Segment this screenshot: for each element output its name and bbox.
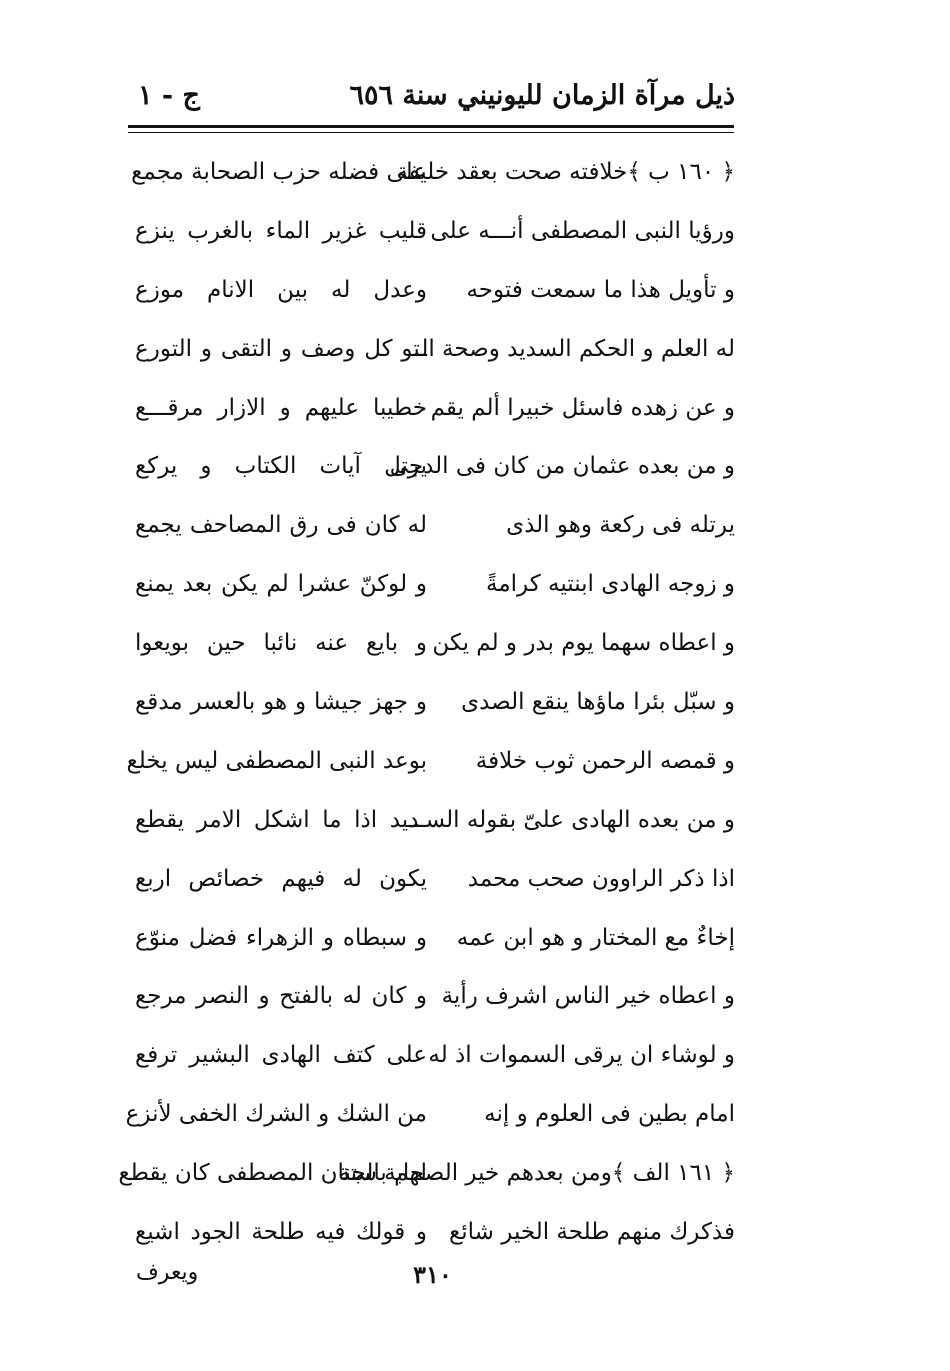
verse-second-hemistich: ـتو كل وصف و التقى و التورع: [135, 335, 427, 362]
verse-second-hemistich: وعدل له بين الانام موزع: [135, 276, 427, 303]
verse-line: [135, 261, 735, 320]
verse-first-hemistich: يرتله فى ركعة وهو الذى: [506, 512, 735, 539]
verse-first-hemistich: إخاءٌ مع المختار و هو ابن عمه: [456, 924, 735, 951]
verse-second-hemistich: و كان له بالفتح و النصر مرجع: [135, 983, 427, 1010]
verse-first-hemistich: ﴿ ١٦١ الف ﴾ومن بعدهم خير الصحابة ستة: [338, 1160, 735, 1187]
page-footer: [130, 1260, 735, 1294]
verse-line: [118, 1144, 735, 1203]
verse-second-hemistich: و قولك فيه طلحة الجود اشيع: [135, 1219, 427, 1246]
verse-first-hemistich: و زوجه الهادى ابنتيه كرامةً: [486, 571, 735, 598]
verse-first-hemistich: امام بطين فى العلوم و إنه: [484, 1101, 735, 1128]
verse-line: [135, 320, 735, 379]
verse-line: [125, 1085, 735, 1144]
running-title: ذيل مرآة الزمان لليونيني سنة ٦٥٦: [349, 80, 735, 111]
verse-second-hemistich: لهم بالجنان المصطفى كان يقطع: [118, 1160, 427, 1187]
verse-line: [131, 143, 735, 202]
verse-first-hemistich: و من بعده عثمان من كان فى الدجى: [389, 453, 735, 480]
poem-body: [118, 143, 735, 1262]
catchword: ويعرف: [136, 1260, 199, 1285]
verse-first-hemistich: ﴿ ١٦٠ ب ﴾خلافته صحت بعقد خليفة: [396, 159, 735, 185]
verse-second-hemistich: و سبطاه و الزهراء فضل منوّع: [135, 924, 427, 951]
verse-first-hemistich: و من بعده الهادى علىّ بقوله الســـ: [405, 806, 735, 833]
verse-first-hemistich: و اعطاه سهما يوم بدر و لم يكن: [432, 630, 735, 657]
verse-second-hemistich: يكون له فيهم خصائص اربع: [135, 865, 427, 892]
verse-first-hemistich: فذكرك منهم طلحة الخير شائع: [449, 1219, 735, 1246]
verse-line: [135, 614, 735, 673]
verse-first-hemistich: و قمصه الرحمن ثوب خلافة: [475, 747, 735, 774]
header-rule-thin: [128, 132, 734, 133]
verse-second-hemistich: على كتف الهادى البشير ترفع: [135, 1042, 427, 1069]
verse-first-hemistich: له العلم و الحكم السديد وصحة الـ: [414, 335, 735, 362]
verse-line: [135, 379, 735, 438]
verse-second-hemistich: و جهز جيشا و هو بالعسر مدقع: [135, 689, 427, 716]
verse-first-hemistich: و اعطاه خير الناس اشرف رأية: [441, 983, 735, 1010]
verse-second-hemistich: يرتل آيات الكتاب و يركع: [135, 453, 427, 480]
verse-first-hemistich: ورؤيا النبى المصطفى أنـــه على: [430, 217, 735, 244]
verse-line: [135, 1203, 735, 1262]
verse-second-hemistich: ـديد اذا ما اشكل الامر يقطع: [135, 806, 427, 833]
volume-label: ج - ١: [138, 80, 200, 111]
verse-line: [135, 909, 735, 968]
verse-line: [135, 437, 735, 496]
verse-first-hemistich: و عن زهده فاسئل خبيرا ألم يقم: [430, 394, 735, 421]
header-rule: [128, 125, 734, 128]
verse-line: [135, 850, 735, 909]
verse-line: [135, 1026, 735, 1085]
verse-second-hemistich: على فضله حزب الصحابة مجمع: [131, 159, 427, 185]
verse-line: [135, 673, 735, 732]
verse-line: [135, 967, 735, 1026]
verse-line: [135, 791, 735, 850]
verse-first-hemistich: و سبّل بئرا ماؤها ينقع الصدى: [461, 689, 735, 716]
verse-second-hemistich: خطيبا عليهم و الازار مرقـــع: [135, 394, 427, 421]
verse-second-hemistich: بوعد النبى المصطفى ليس يخلع: [126, 747, 427, 774]
verse-line: [135, 202, 735, 261]
verse-line: [135, 555, 735, 614]
verse-line: [135, 496, 735, 555]
verse-first-hemistich: و تأويل هذا ما سمعت فتوحه: [466, 276, 735, 303]
verse-second-hemistich: له كان فى رق المصاحف يجمع: [135, 512, 427, 539]
verse-second-hemistich: قليب غزير الماء بالغرب ينزع: [135, 217, 427, 244]
verse-second-hemistich: و بايع عنه نائبا حين بويعوا: [135, 630, 427, 657]
verse-second-hemistich: و لوكنّ عشرا لم يكن بعد يمنع: [135, 571, 427, 598]
page-number: ٣١٠: [413, 1260, 452, 1289]
running-header: [130, 80, 735, 120]
verse-line: [126, 732, 735, 791]
verse-first-hemistich: و لوشاء ان يرقى السموات اذ له: [428, 1042, 735, 1069]
verse-first-hemistich: اذا ذكر الراوون صحب محمد: [467, 865, 735, 892]
verse-second-hemistich: من الشك و الشرك الخفى لأنزع: [125, 1101, 427, 1128]
